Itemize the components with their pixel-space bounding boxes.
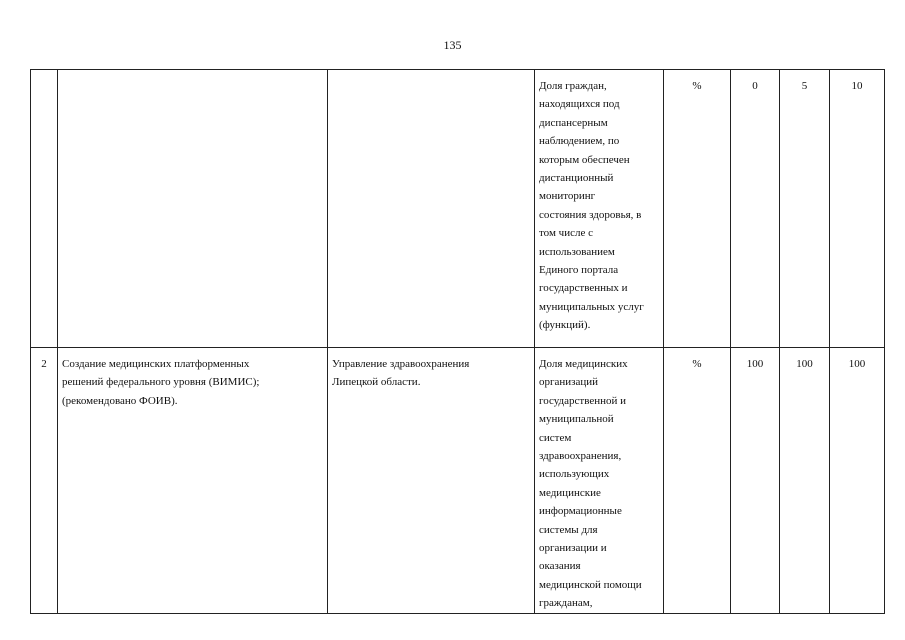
unit-cell: % xyxy=(664,70,731,348)
page-number: 135 xyxy=(443,38,462,52)
cell-text-line: находящихся под xyxy=(539,98,620,111)
value-cell-2: 100 xyxy=(780,348,830,614)
cell-text-line: систем xyxy=(539,431,572,444)
indicator-cell xyxy=(535,70,664,348)
cell-text-line: организации и xyxy=(539,542,607,555)
cell-text-line: Создание медицинских платформенных xyxy=(62,358,250,370)
cell-text-line: том числе с xyxy=(539,227,593,240)
cell-text-line: использующих xyxy=(539,468,610,481)
row-number-cell: 2 xyxy=(31,348,58,614)
table-row xyxy=(31,348,885,614)
cell-text-line: состояния здоровья, в xyxy=(539,208,642,221)
value-cell-3: 10 xyxy=(830,70,885,348)
cell-text-line: которым обеспечен xyxy=(539,153,630,166)
cell-text-line: Липецкой области. xyxy=(332,376,421,389)
event-cell xyxy=(58,348,328,614)
value-cell-3: 100 xyxy=(830,348,885,614)
cell-text-line: муниципальной xyxy=(539,413,614,426)
cell-text-line: Единого портала xyxy=(539,264,619,277)
cell-text-line: оказания xyxy=(539,560,581,573)
cell-text-line: гражданам, xyxy=(539,597,593,610)
cell-text-line: мониторинг xyxy=(539,190,596,203)
cell-text-line: использованием xyxy=(539,245,615,258)
cell-text-line: медицинской помощи xyxy=(539,578,642,591)
event-cell xyxy=(58,70,328,348)
value-cell-1: 0 xyxy=(731,70,780,348)
value-cell-2: 5 xyxy=(780,70,830,348)
cell-text-line: муниципальных услуг xyxy=(539,300,644,313)
value-cell-1: 100 xyxy=(731,348,780,614)
cell-text-line: диспансерным xyxy=(539,116,608,129)
cell-text-line: системы для xyxy=(539,523,598,536)
cell-text-line: дистанционный xyxy=(539,172,614,185)
cell-text-line: Доля медицинских xyxy=(539,358,628,370)
cell-text-line: медицинские xyxy=(539,486,601,499)
unit-cell: % xyxy=(664,348,731,614)
row-number-cell xyxy=(31,70,58,348)
cell-text-line: (рекомендовано ФОИВ). xyxy=(62,394,178,407)
cell-text-line: наблюдением, по xyxy=(539,135,620,148)
table-row xyxy=(31,70,885,348)
responsible-cell xyxy=(328,348,535,614)
indicator-cell xyxy=(535,348,664,614)
measures-table xyxy=(30,69,885,614)
cell-text-line: здравоохранения, xyxy=(539,450,622,463)
cell-text-line: государственных и xyxy=(539,282,628,295)
cell-text-line: Доля граждан, xyxy=(539,80,607,92)
cell-text-line: информационные xyxy=(539,505,622,518)
cell-text-line: (функций). xyxy=(539,319,591,332)
cell-text-line: государственной и xyxy=(539,394,627,407)
cell-text-line: решений федерального уровня (ВИМИС); xyxy=(62,376,260,389)
cell-text-line: Управление здравоохранения xyxy=(332,358,470,370)
responsible-cell xyxy=(328,70,535,348)
cell-text-line: организаций xyxy=(539,376,599,389)
